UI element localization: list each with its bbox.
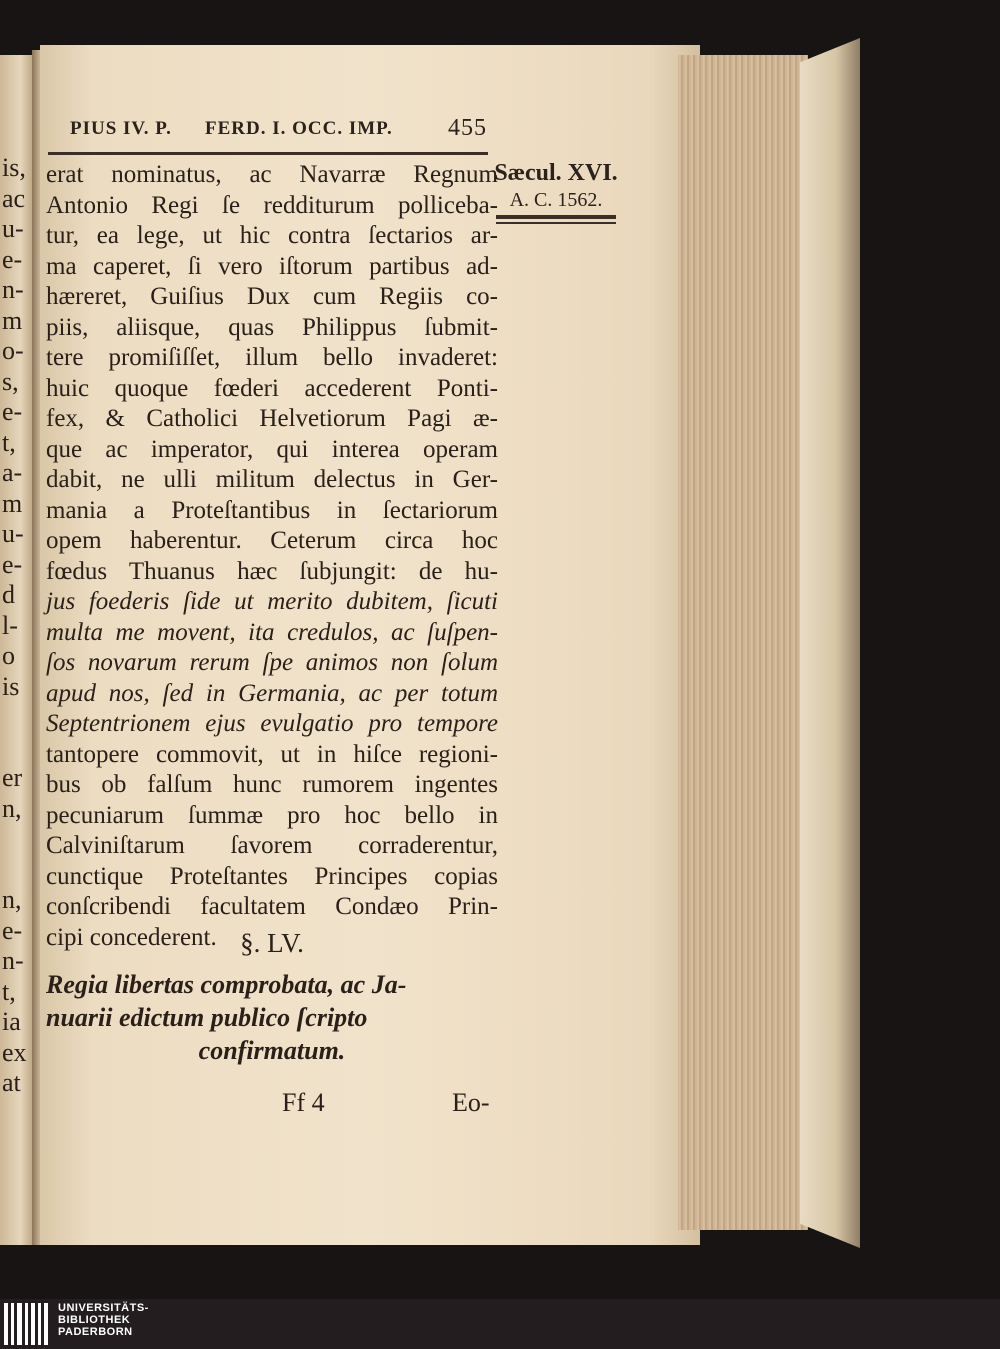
margin-note-year: A. C. 1562.	[509, 189, 603, 211]
left-page-fragment: n-	[2, 946, 24, 975]
text-line: pecuniarum ſummæ pro hoc bello in	[46, 801, 498, 829]
header-left: PIUS IV. P.	[70, 118, 172, 139]
text-line: jus foederis ſide ut merito dubitem, ſicuti	[46, 588, 498, 615]
text-line: cunctique Proteſtantes Principes copias	[46, 862, 498, 890]
left-page-fragment: e-	[2, 915, 23, 945]
left-page-fragment: t,	[2, 976, 16, 1006]
left-page-fragment: e-	[2, 549, 23, 579]
signature-mark: Ff 4	[282, 1088, 325, 1117]
text-line: ma caperet, ſi vero iſtorum partibus ad-	[46, 252, 498, 280]
margin-note	[486, 160, 626, 212]
text-line: fœdus Thuanus hæc ſubjungit: de hu-	[46, 557, 498, 585]
left-page-fragment: e-	[2, 397, 23, 426]
left-page-fragment: a-	[2, 458, 23, 487]
text-line: Antonio Regi ſe redditurum polliceba-	[46, 191, 498, 219]
left-page-fragment: s,	[2, 366, 19, 396]
left-page-fragment: l-	[2, 610, 18, 640]
text-line: tere promiſiſſet, illum bello invaderet:	[46, 344, 498, 371]
text-line: ſos novarum rerum ſpe animos non ſolum	[46, 649, 498, 676]
footer-bar	[0, 1299, 1000, 1349]
header-center: FERD. I. OCC. IMP.	[205, 118, 393, 139]
text-line: erat nominatus, ac Navarræ Regnum	[46, 161, 498, 188]
text-line: multa me movent, ita credulos, ac ſuſpen-	[46, 618, 498, 646]
subtitle-line: Regia libertas comprobata, ac Ja-	[46, 970, 407, 999]
left-page-fragment: ex	[2, 1037, 27, 1067]
section-subtitle	[46, 968, 498, 1067]
text-line: huic quoque fœderi accederent Ponti-	[46, 374, 498, 402]
text-line: mania a Proteſtantibus in ſectariorum	[46, 496, 498, 524]
text-line: bus ob falſum hunc rumorem ingentes	[46, 771, 498, 798]
body-text	[46, 160, 498, 953]
left-page-fragment: u-	[2, 214, 24, 243]
text-line: tantopere commovit, ut in hiſce regioni-	[46, 740, 498, 768]
left-page-fragment: d	[2, 580, 15, 609]
left-page-edge	[0, 55, 34, 1245]
left-page-fragment: n,	[2, 793, 22, 823]
left-page-fragment: o-	[2, 336, 24, 365]
text-line: tur, ea lege, ut hic contra ſectarios ar-	[46, 222, 498, 249]
text-line: piis, aliisque, quas Philippus ſubmit-	[46, 313, 498, 341]
text-line: cipi concederent.	[46, 923, 217, 951]
text-line: Septentrionem ejus evulgatio pro tempore	[46, 710, 498, 737]
library-logo-text	[58, 1302, 149, 1338]
left-page-fragment: u-	[2, 519, 24, 548]
margin-note-rule-thin	[496, 222, 616, 224]
text-line: hæreret, Guiſius Dux cum Regiis co-	[46, 283, 498, 310]
library-logo-icon	[4, 1303, 48, 1345]
text-line: opem haberentur. Ceterum circa hoc	[46, 527, 498, 554]
subtitle-line: confirmatum.	[198, 1036, 346, 1065]
section-heading: §. LV.	[240, 928, 304, 958]
left-page-fragment: is	[2, 671, 20, 701]
running-header	[70, 115, 490, 148]
text-line: conſcribendi facultatem Condæo Prin-	[46, 893, 498, 920]
left-page-fragment: m	[2, 488, 23, 518]
text-line: dabit, ne ulli militum delectus in Ger-	[46, 466, 498, 493]
text-line: apud nos, ſed in Germania, ac per totum	[46, 679, 498, 707]
logo-line-1: UNIVERSITÄTS-	[58, 1302, 149, 1314]
text-line: que ac imperator, qui interea operam	[46, 435, 498, 463]
left-page-fragment: ia	[2, 1007, 21, 1036]
logo-line-3: PADERBORN	[58, 1326, 133, 1338]
left-page-fragment: ac	[2, 183, 26, 213]
text-line: Calviniſtarum ſavorem corraderentur,	[46, 832, 498, 859]
left-page-fragment: t,	[2, 427, 16, 457]
subtitle-line: nuarii edictum publico ſcripto	[46, 1003, 368, 1032]
left-page-fragment: n-	[2, 275, 24, 304]
left-page-fragment: m	[2, 305, 23, 335]
margin-note-century: Sæcul. XVI.	[494, 160, 618, 186]
left-page-fragment: o	[2, 641, 15, 670]
left-page-fragment: n,	[2, 885, 22, 914]
left-page-fragment: at	[2, 1068, 21, 1097]
page-number: 455	[448, 115, 487, 141]
book-cover-edge	[800, 38, 860, 1248]
logo-line-2: BIBLIOTHEK	[58, 1314, 131, 1326]
margin-note-rule	[496, 215, 616, 219]
left-page-fragment: e-	[2, 244, 23, 274]
page-edges	[678, 55, 808, 1230]
text-line: fex, & Catholici Helvetiorum Pagi æ-	[46, 405, 498, 432]
catchword: Eo-	[452, 1088, 490, 1117]
left-page-fragment: is,	[2, 153, 26, 182]
header-rule	[48, 152, 488, 155]
left-page-fragment: er	[2, 763, 23, 792]
